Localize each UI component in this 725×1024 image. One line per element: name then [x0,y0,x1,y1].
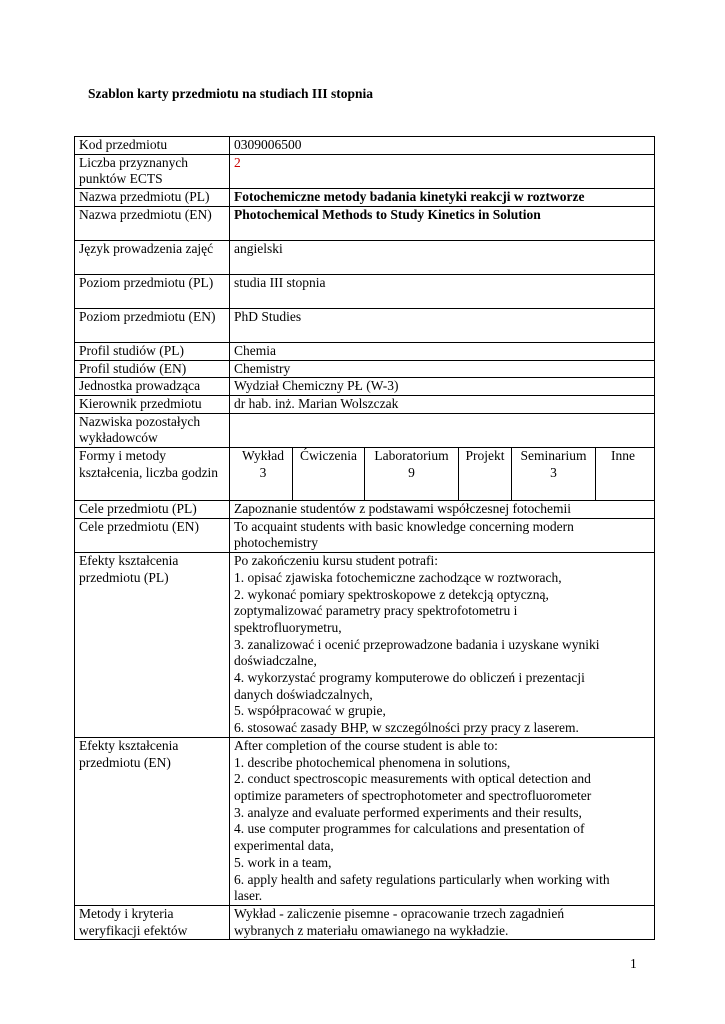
table-row [75,378,655,396]
text-line: 4. use computer programmes for calculations and presentation of [234,821,585,837]
row-label: Poziom przedmiotu (EN) [75,308,230,342]
table-row [75,154,655,188]
text-line: 2. conduct spectroscopic measurements with optical detection and [234,771,591,787]
course-card-table [74,136,655,940]
language: angielski [230,240,655,274]
objectives-pl: Zapoznanie studentów z podstawami współczesnej fotochemii [230,501,655,519]
text-line: spektrofluorymetru, [234,619,342,635]
row-label: Profil studiów (EN) [75,360,230,378]
table-row [75,308,655,342]
table-row [75,274,655,308]
table-row [75,137,655,155]
page-number: 1 [630,956,637,971]
form-laboratory [364,448,458,500]
text-line: 5. współpracować w grupie, [234,703,386,719]
text-line: 4. wykorzystać programy komputerowe do obliczeń i prezentacji [234,670,585,686]
learning-outcomes-pl [230,553,655,738]
course-name-pl: Fotochemiczne metody badania kinetyki reakcji w roztworze [230,189,655,207]
table-row [75,553,655,738]
table-row [75,395,655,413]
row-label: Profil studiów (PL) [75,342,230,360]
row-label: Język prowadzenia zajęć [75,240,230,274]
text-line: laser. [234,888,263,904]
form-name: Projekt [465,448,505,464]
table-row [75,360,655,378]
form-name: Inne [611,448,635,464]
document-title: Szablon karty przedmiotu na studiach III stopnia [88,86,374,101]
row-label: Nazwa przedmiotu (EN) [75,206,230,240]
text-line: zoptymalizować parametry pracy spektrofotometru i [234,603,518,619]
row-label: Kierownik przedmiotu [75,395,230,413]
row-label: Nazwa przedmiotu (PL) [75,189,230,207]
text-line: Po zakończeniu kursu student potrafi: [234,553,438,569]
table-row [75,342,655,360]
row-label: Metody i kryteria weryfikacji efektów [75,905,230,939]
row-label: Jednostka prowadząca [75,378,230,396]
form-hours: 3 [259,464,267,480]
form-other [595,448,650,500]
text-line: experimental data, [234,838,334,854]
text-line: 1. opisać zjawiska fotochemiczne zachodzące w roztworach, [234,569,562,585]
teaching-forms [230,448,655,501]
form-seminar [511,448,595,500]
text-line: To acquaint students with basic knowledge concerning modern [234,518,574,534]
text-line: optimize parameters of spectrophotometer and spectrofluorometer [234,787,592,803]
course-name-en: Photochemical Methods to Study Kinetics in Solution [230,206,655,240]
row-label: Liczba przyznanych punktów ECTS [75,154,230,188]
learning-outcomes-en [230,737,655,905]
row-label: Formy i metody kształcenia, liczba godzin [75,448,230,501]
text-line: photochemistry [234,535,318,551]
table-row [75,448,655,501]
form-name: Ćwiczenia [300,448,357,464]
profile-pl: Chemia [230,342,655,360]
row-label: Cele przedmiotu (PL) [75,501,230,519]
table-row [75,189,655,207]
text-line: danych doświadczalnych, [234,686,373,702]
form-project [458,448,511,500]
table-row [75,737,655,905]
text-line: 1. describe photochemical phenomena in solutions, [234,754,511,770]
form-hours: 9 [408,464,415,480]
course-code: 0309006500 [230,137,655,155]
table-row [75,240,655,274]
table-row [75,501,655,519]
text-line: 3. zanalizować i ocenić przeprowadzone badania i uzyskane wyniki [234,636,600,652]
level-en: PhD Studies [230,308,655,342]
table-row [75,206,655,240]
text-line: 5. work in a team, [234,854,332,870]
form-name: Seminarium [520,448,587,464]
objectives-en [230,518,655,552]
table-row [75,413,655,447]
form-exercises [292,448,364,500]
text-line: Wykład - zaliczenie pisemne - opracowanie trzech zagadnień [234,905,565,921]
unit: Wydział Chemiczny PŁ (W-3) [230,378,655,396]
text-line: 3. analyze and evaluate performed experiments and their results, [234,804,582,820]
form-hours: 3 [550,464,557,480]
profile-en: Chemistry [230,360,655,378]
verification-methods [230,905,655,939]
row-label: Efekty kształcenia przedmiotu (EN) [75,737,230,905]
text-line: doświadczalne, [234,653,317,669]
row-label: Nazwiska pozostałych wykładowców [75,413,230,447]
text-line: 6. apply health and safety regulations particularly when working with [234,871,610,887]
text-line: After completion of the course student is able to: [234,737,498,753]
text-line: wybranych z materiału omawianego na wykładzie. [234,922,509,938]
course-leader: dr hab. inż. Marian Wolszczak [230,395,655,413]
text-line: 2. wykonać pomiary spektroskopowe z detekcją optyczną, [234,586,549,602]
form-lecture [234,448,292,500]
row-label: Cele przedmiotu (EN) [75,518,230,552]
other-lecturers [230,413,655,447]
table-row [75,905,655,939]
table-row [75,518,655,552]
form-name: Laboratorium [374,448,449,464]
ects-points: 2 [230,154,655,188]
row-label: Poziom przedmiotu (PL) [75,274,230,308]
form-name: Wykład [242,448,284,464]
level-pl: studia III stopnia [230,274,655,308]
row-label: Kod przedmiotu [75,137,230,155]
text-line: 6. stosować zasady BHP, w szczególności przy pracy z laserem. [234,720,579,736]
row-label: Efekty kształcenia przedmiotu (PL) [75,553,230,738]
